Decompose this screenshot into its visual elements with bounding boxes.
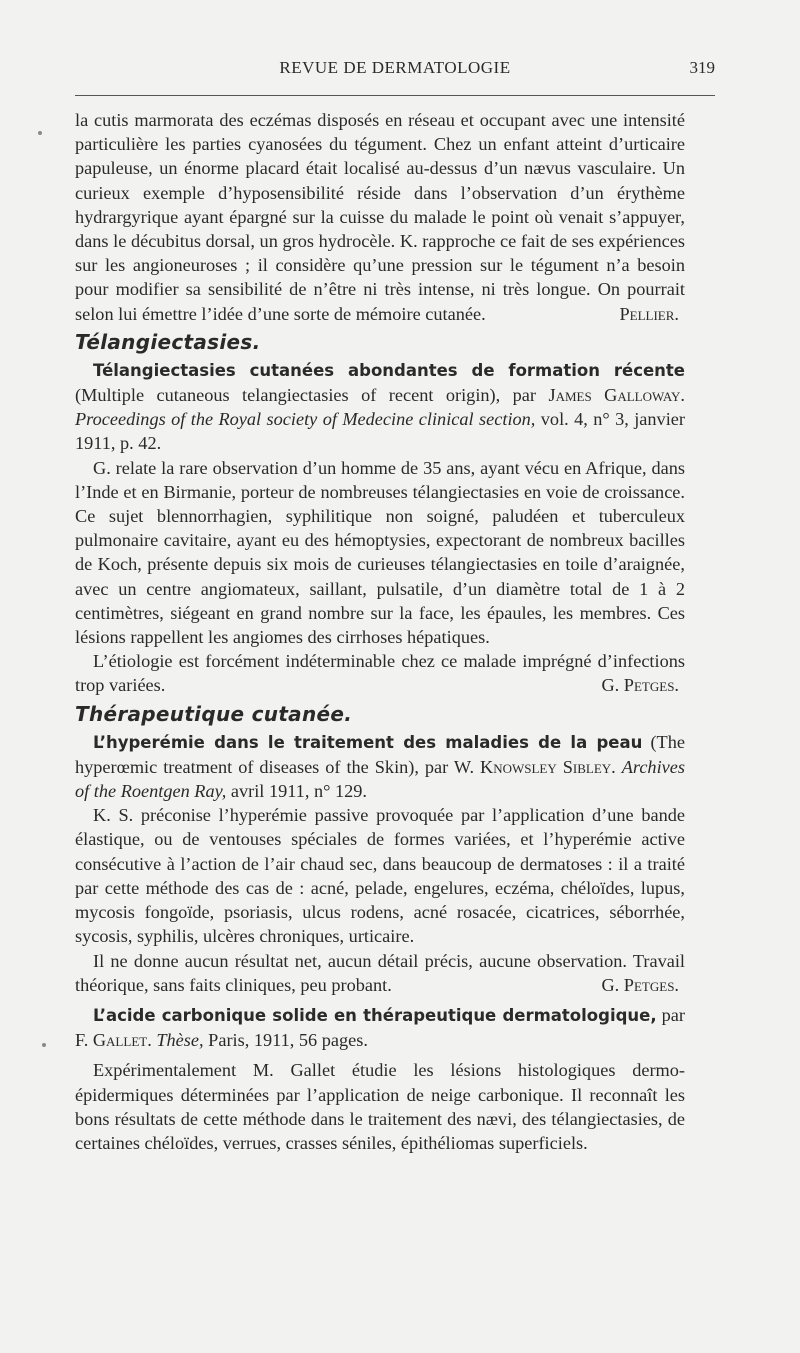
paragraph-continuation: la cutis marmorata des eczémas disposés en réseau et occupant avec une intensité particulière les parties cyanosées du tégument. Chez un enfant atteint d’urticaire papuleuse, un énorme placard était localisé au-dessus d’un nævus vasculaire. Un curieux exemple d’hyposensibilité réside dans l’observation d’un érythème hydrargyrique ayant épargné sur la cuisse du malade le point où venait s’appuyer, dans le décubitus dorsal, un gros hydrocèle. K. rapproche ce fait de ses expériences sur les angioneuroses ; il considère qu’une pression sur le tégument n’a besoin pour modifier sa sensibilité de n’être ni très intense, ni très longue. On pourrait selon lui émettre l’idée d’une sorte de mémoire cutanée. Pellier.	[75, 108, 685, 326]
journal-title: REVUE DE DERMATOLOGIE	[279, 58, 511, 77]
header-rule	[75, 95, 715, 96]
entry-reference: L’acide carbonique solide en thérapeutique dermatologique, par F. Gallet. Thèse, Paris, 1911, 56 pages.	[75, 1004, 685, 1051]
entry-conclusion: L’étiologie est forcément indéterminable chez ce malade imprégné d’infections trop variées. G. Petges.	[75, 649, 685, 697]
journal-name: Thèse,	[156, 1030, 204, 1051]
section-title-therapeutique: Thérapeutique cutanée.	[75, 701, 353, 726]
section-title-telangiectasies: Télangiectasies.	[75, 329, 261, 354]
signature: Pellier.	[619, 303, 679, 324]
margin-speck	[42, 1043, 46, 1047]
article-body	[75, 108, 685, 1155]
journal-name: Proceedings of the Royal society of Medecine clinical section,	[75, 409, 536, 430]
entry-summary: G. relate la rare observation d’un homme de 35 ans, ayant vécu en Afrique, dans l’Inde et en Birmanie, porteur de nombreuses télangiectasies en voie de croissance. Ce sujet blennorrhagien, syphilitique non soigné, paludéen et tuberculeux pulmonaire cavitaire, ayant eu des hémoptysies, expectorant de nombreux bacilles de Koch, présente depuis six mois de curieuses télangiectasies en toile d’araignée, avec un centre angiomateux, saillant, pulsatile, d’un diamètre total de 1 à 2 centimètres, siégeant en grand nombre sur la face, les épaules, les membres. Ces lésions rappellent les angiomes des cirrhoses hépatiques.	[75, 457, 685, 648]
entry-conclusion: Il ne donne aucun résultat net, aucun détail précis, aucune observation. Travail théorique, sans faits cliniques, peu probant. G. Petges.	[75, 949, 685, 997]
entry-title: L’hyperémie dans le traitement des maladies de la peau	[93, 732, 643, 752]
signature: G. Petges.	[601, 675, 679, 696]
entry-reference: Télangiectasies cutanées abondantes de formation récente (Multiple cutaneous telangiectasies of recent origin), par James Galloway. Proceedings of the Royal society of Medecine clinical section, vol. 4, n° 3, janvier 1911, p. 42.	[75, 360, 685, 454]
author-name: James Galloway.	[548, 385, 685, 406]
running-header	[75, 58, 715, 82]
entry-summary: Expérimentalement M. Gallet étudie les lésions histologiques dermo-épidermiques déterminées par l’application de neige carbonique. Il reconnaît les bons résultats de cette méthode dans le traitement des nævi, des télangiectasies, de certaines chéloïdes, verrues, crasses séniles, épithéliomas superficiels.	[75, 1060, 685, 1153]
entry-summary: K. S. préconise l’hyperémie passive provoquée par l’application d’une bande élastique, ou de ventouses spéciales de formes variées, et l’hyperémie active consécutive à l’action de l’air chaud sec, dans beaucoup de dermatoses : il a traité par cette méthode des cas de : acné, pelade, engelures, eczéma, chéloïdes, lupus, mycosis fongoïde, psoriasis, ulcus rodens, acné rosacée, cicatrices, séborrhée, sycosis, syphilis, ulcères chroniques, urticaire.	[75, 805, 685, 947]
entry-title: Télangiectasies cutanées abondantes de formation récente	[93, 360, 685, 380]
margin-speck	[38, 131, 42, 135]
author-name: Knowsley Sibley.	[480, 756, 616, 777]
journal-name: Archives of the Roentgen Ray,	[75, 756, 685, 802]
entry-title: L’acide carbonique solide en thérapeutique dermatologique,	[93, 1005, 657, 1025]
page-number: 319	[689, 58, 715, 77]
entry-reference: L’hyperémie dans le traitement des maladies de la peau (The hyperœmic treatment of diseases of the Skin), par W. Knowsley Sibley. Archives of the Roentgen Ray, avril 1911, n° 129.	[75, 731, 685, 802]
author-name: Gallet.	[92, 1030, 152, 1051]
signature: G. Petges.	[601, 974, 679, 995]
